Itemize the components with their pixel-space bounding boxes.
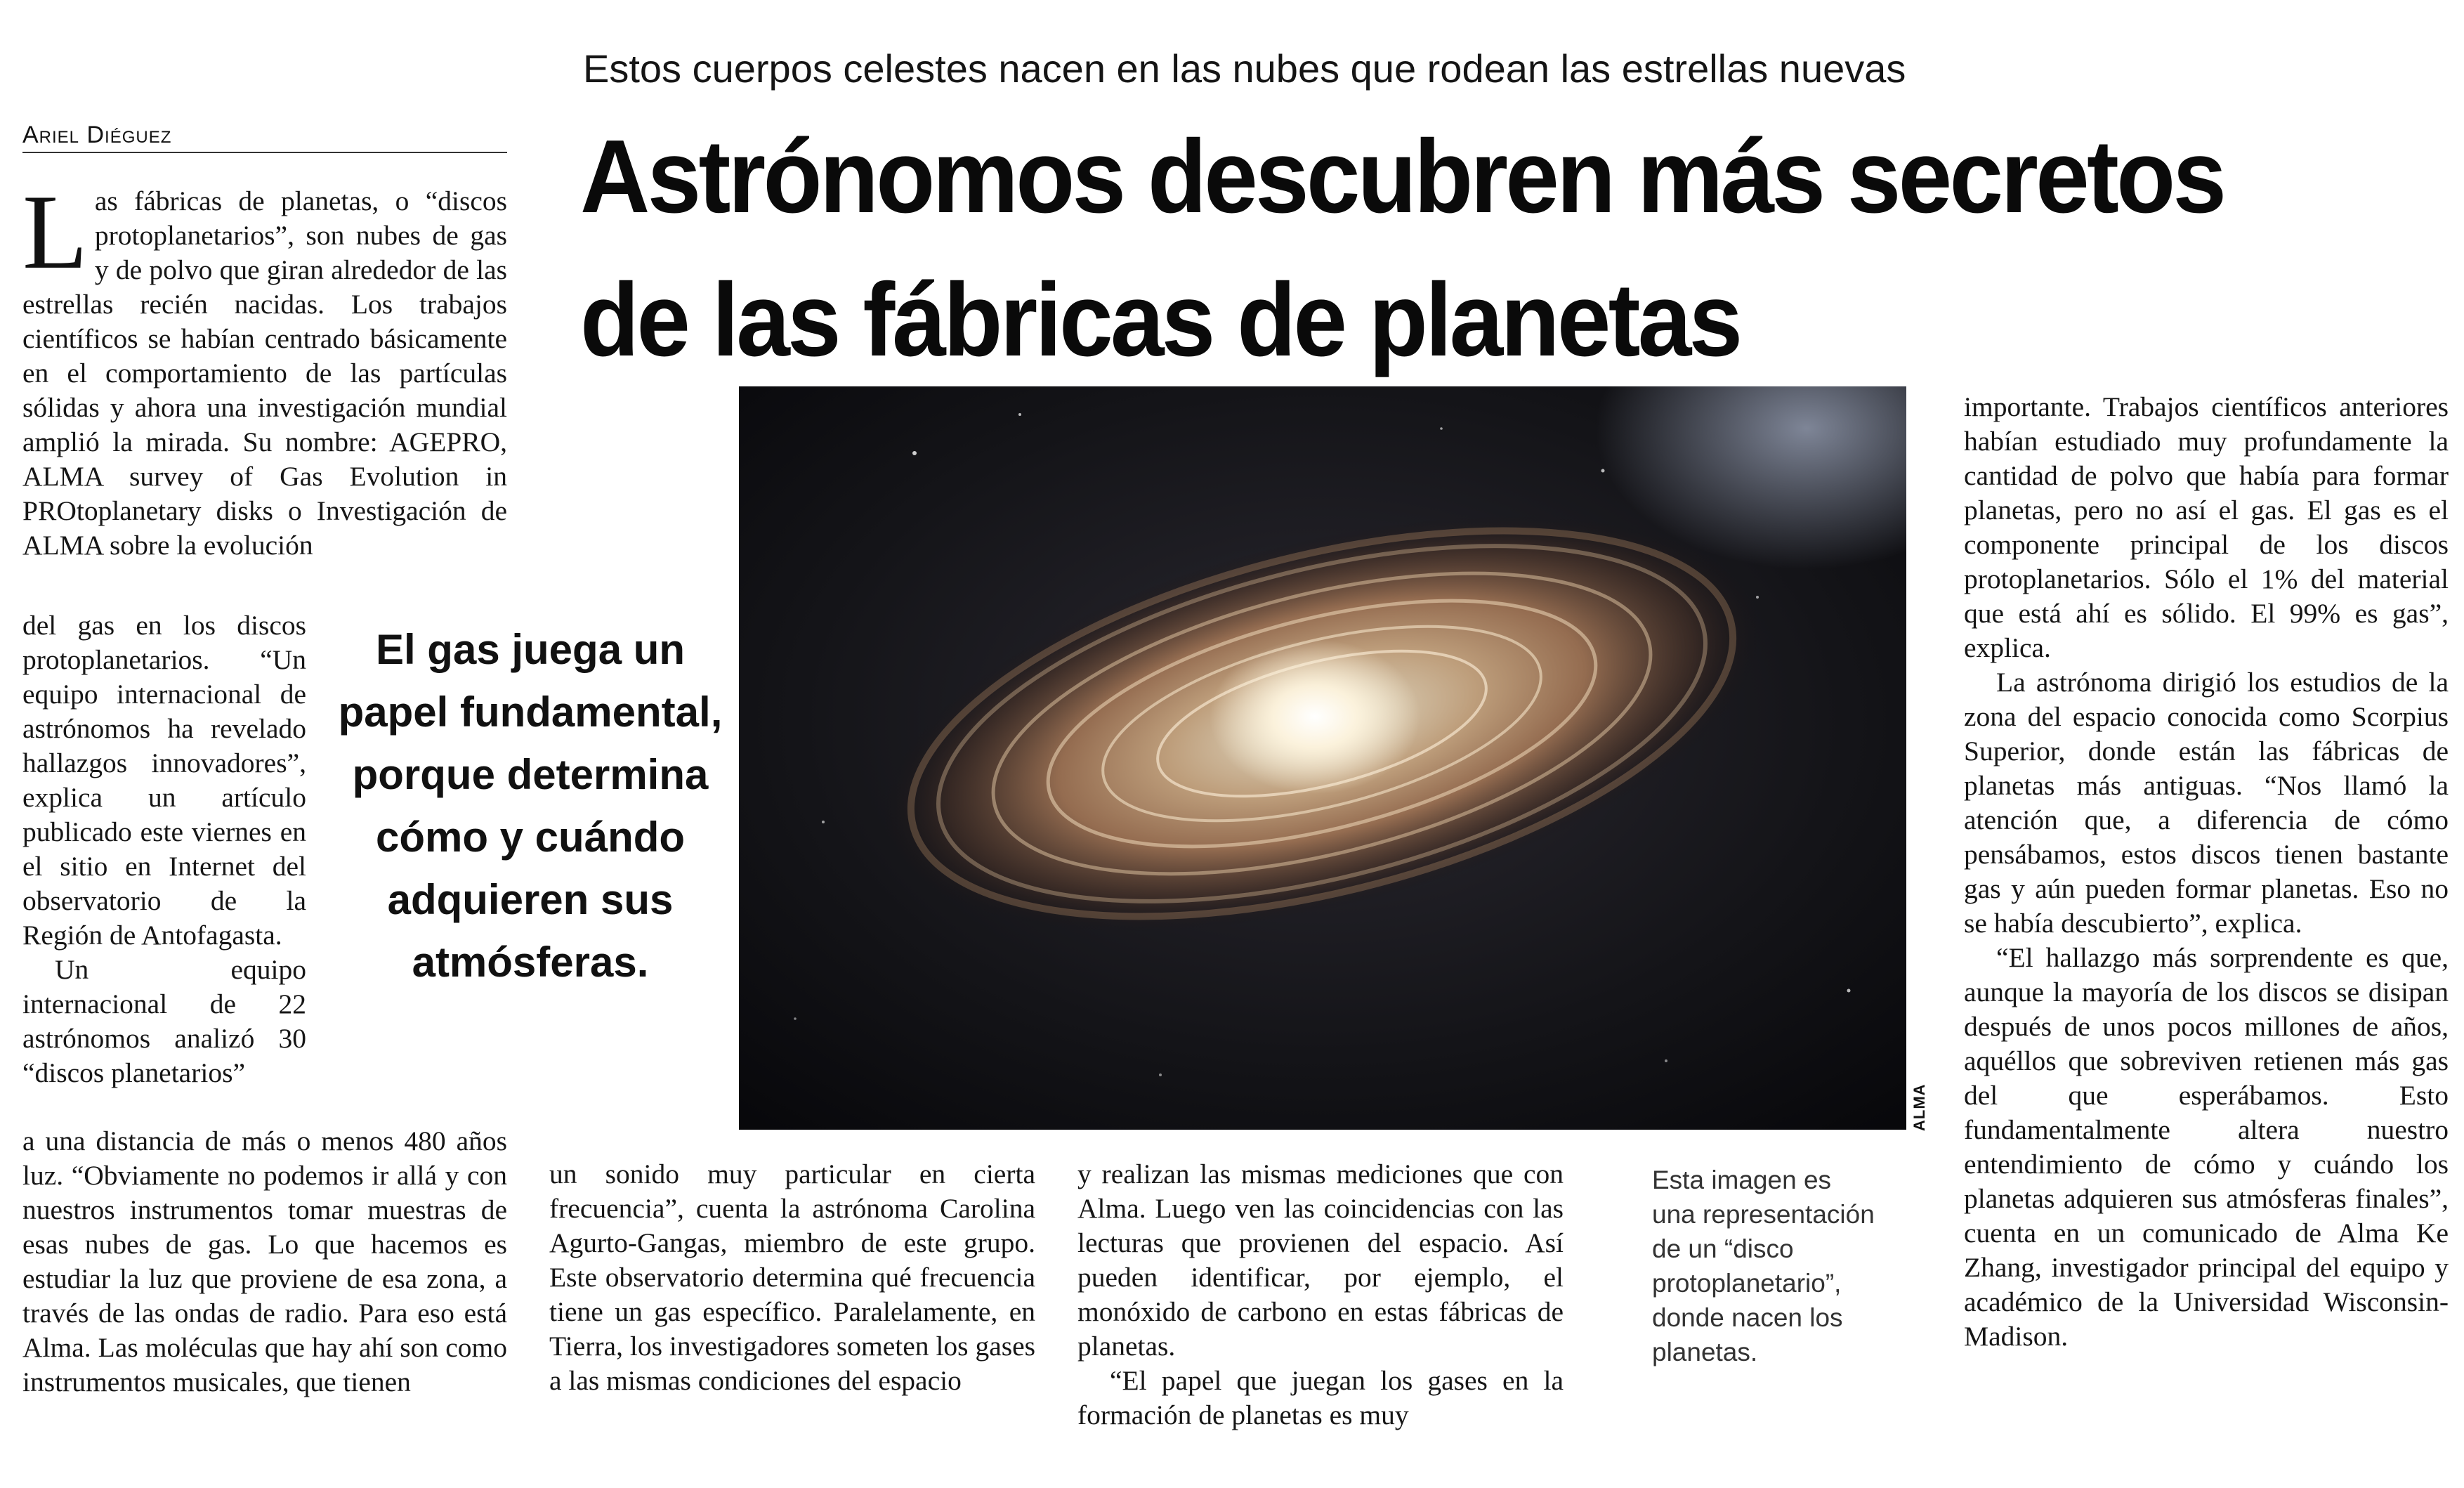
column-1-narrow — [22, 608, 306, 1090]
column-1-bottom: a una distancia de más o menos 480 años luz. “Obviamente no podemos ir allá y con nuestros instrumentos tomar muestras de esas nubes de gas. Lo que hacemos es estudiar la luz que proviene de esa zona, a través de las ondas de radio. Para eso está Alma. Las moléculas que hay ahí son como instrumentos musicales, que tienen — [22, 1125, 507, 1397]
column-1-top — [22, 173, 507, 563]
column-3-para-b: “El papel que juegan los gases en la formación de planetas es muy — [1077, 1365, 1564, 1430]
disk-illustration-svg — [739, 386, 1906, 1130]
column-1-narrow-para-a: del gas en los discos protoplanetarios. “Un equipo internacional de astrónomos ha revelado hallazgos innovadores”, explica un artículo publicado este viernes en el sitio en Internet del observatorio de la Región de Antofagasta. — [22, 610, 306, 951]
dropcap: L — [22, 173, 88, 291]
column-3-para-a: y realizan las mismas mediciones que con Alma. Luego ven las coincidencias con las lecturas que provienen del espacio. Así pueden identificar, por ejemplo, el monóxido de carbono en estas fábricas de planetas. — [1077, 1159, 1564, 1362]
column-1-narrow-para-b: Un equipo internacional de 22 astrónomos analizó 30 “discos planetarios” — [22, 954, 306, 1088]
kicker: Estos cuerpos celestes nacen en las nubes que rodean las estrellas nuevas — [583, 46, 1906, 91]
photo-caption: Esta imagen es una representación de un “disco protoplanetario”, donde nacen los planetas. — [1652, 1166, 1875, 1366]
headline: Astrónomos descubren más secretos de las fábricas de planetas — [580, 119, 2224, 378]
photo-credit: ALMA — [1911, 1083, 1928, 1131]
column-3 — [1077, 1157, 1564, 1432]
byline: Ariel Diéguez — [22, 121, 507, 153]
column-4-para-a: importante. Trabajos científicos anteriores habían estudiado muy profundamente la cantidad de polvo que había para formar planetas, pero no así el gas. El gas es el componente principal de los discos protoplanetarios. Sólo el 1% del material que está ahí es sólido. El 99% es gas”, explica. — [1964, 391, 2449, 663]
column-1-top-text: as fábricas de planetas, o “discos protoplanetarios”, son nubes de gas y de polvo que giran alrededor de las estrellas recién nacidas. Los trabajos científicos se habían centrado básicamente en el comportamiento de las partículas sólidas y ahora una investigación mundial amplió la mirada. Su nombre: AGEPRO, ALMA survey of Gas Evolution in PROtoplanetary disks o Investigación de ALMA sobre la evolución — [22, 185, 507, 561]
column-4 — [1964, 390, 2449, 1354]
column-4-para-c: “El hallazgo más sorprendente es que, aunque la mayoría de los discos se disipan después de unos pocos millones de años, aquéllos que sobreviven retienen más gas del que esperábamos. Esto fundamentalmente altera nuestro entendimiento de cómo y cuándo los planetas adquieren sus atmósferas finales”, cuenta en un comunicado de Alma Ke Zhang, investigador principal del equipo y académico de la Universidad Wisconsin-Madison. — [1964, 942, 2449, 1352]
protoplanetary-disk-photo — [739, 386, 1906, 1130]
column-4-para-b: La astrónoma dirigió los estudios de la zona del espacio conocida como Scorpius Superior, donde están las fábricas de planetas más antiguas. “Nos llamó la atención que, a diferencia de cómo pensábamos, estos discos tienen bastante gas y aún pueden formar planetas. Eso no se había descubierto”, explica. — [1964, 667, 2449, 939]
pull-quote: El gas juega un papel fundamental, porque determina cómo y cuándo adquieren sus atmósferas. — [338, 626, 723, 986]
column-2: un sonido muy particular en cierta frecuencia”, cuenta la astrónoma Carolina Agurto-Gangas, miembro de este grupo. Este observatorio determina qué frecuencia tiene un gas específico. Paralelamente, en Tierra, los investigadores someten los gases a las mismas condiciones del espacio — [549, 1159, 1035, 1396]
